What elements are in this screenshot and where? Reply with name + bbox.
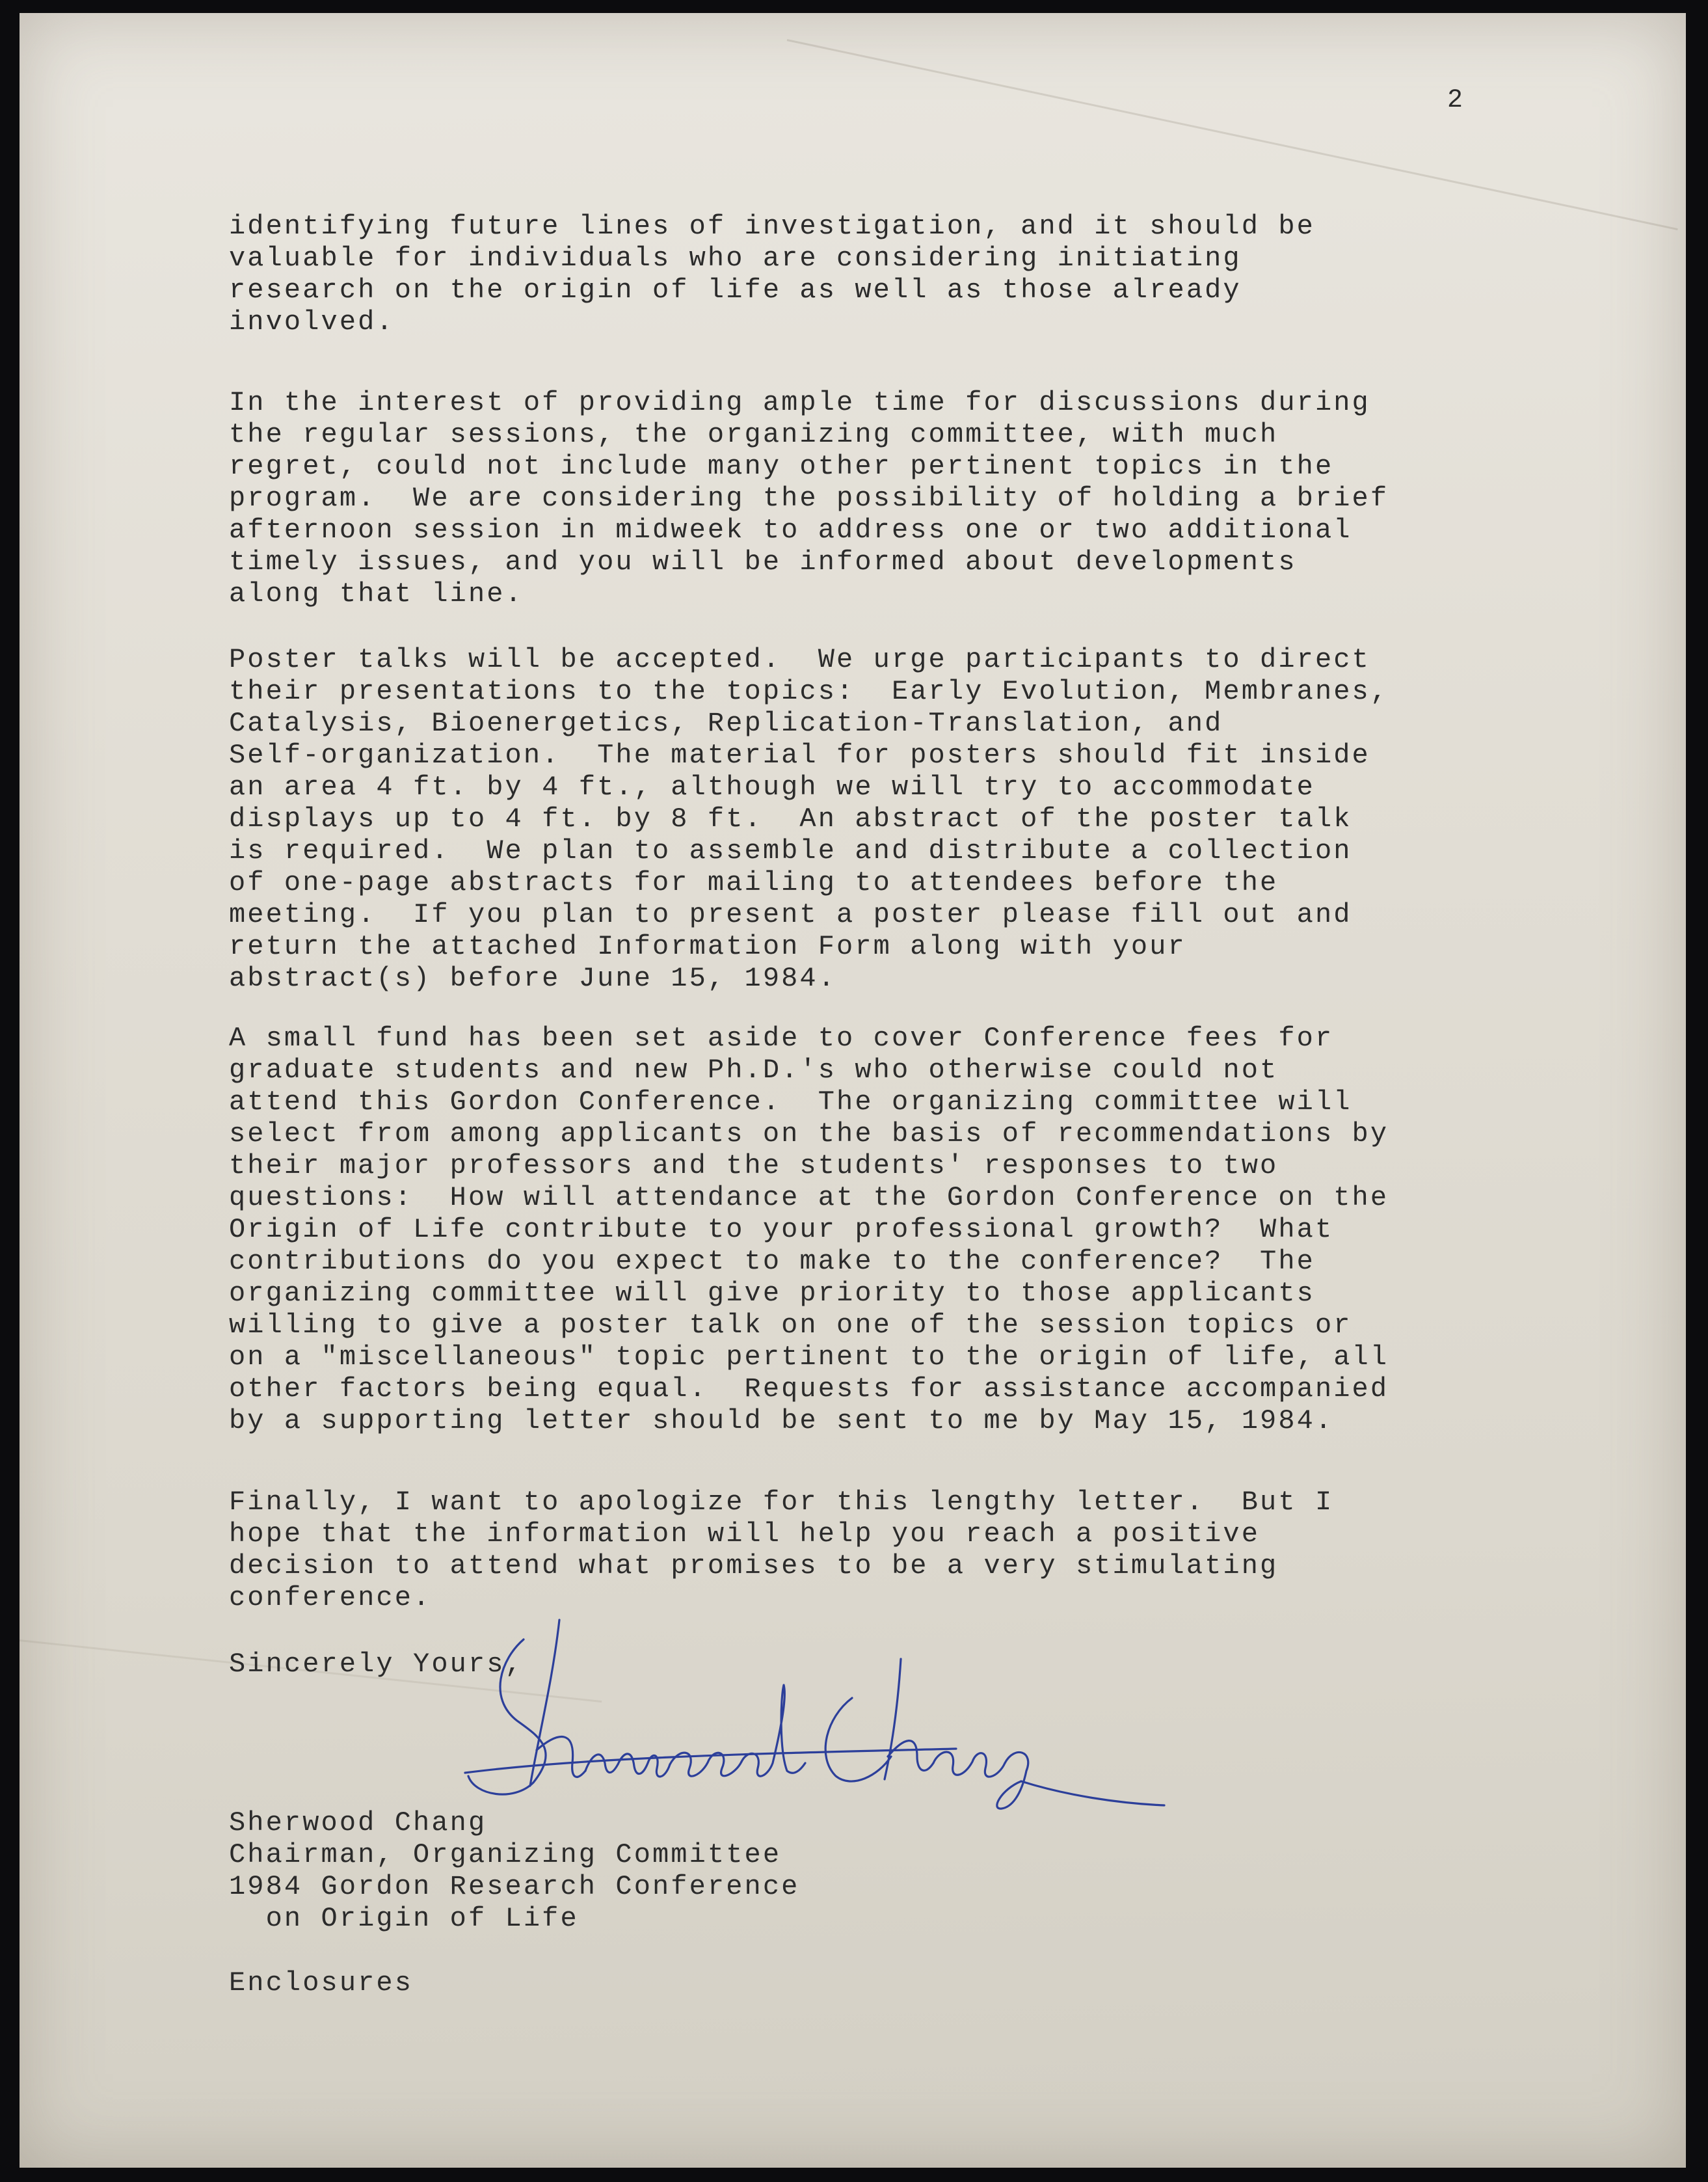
paragraph-1: identifying future lines of investigation, and it should be valuable for individuals who are considering initiating research on the origin of life as well as those already involved. xyxy=(229,211,1315,338)
signer-name: Sherwood Chang xyxy=(229,1807,487,1839)
paragraph-4: A small fund has been set aside to cover Conference fees for graduate students and new Ph.D.'s who otherwise could not attend this Gordon Conference. The organizing committee will select from among applicants on the basis of recommendations by their major professors and the students' responses to two questions: How will attendance at the Gordon Conference on the Origin of Life contribute to your professional growth? What contributions do you expect to make to the conference? The organizing committee will give priority to those applicants willing to give a poster talk on one of the session topics or on a "miscellaneous" topic pertinent to the origin of life, all other factors being equal. Requests for assistance accompanied by a supporting letter should be sent to me by May 15, 1984. xyxy=(229,1023,1389,1436)
paper-crease xyxy=(787,39,1678,230)
paragraph-3: Poster talks will be accepted. We urge participants to direct their presentations to the topics: Early Evolution, Membranes, Catalysis, Bioenergetics, Replication-Translation, and Self-organization. The material for posters should fit inside an area 4 ft. by 4 ft., although we will try to accommodate displays up to 4 ft. by 8 ft. An abstract of the poster talk is required. We plan to assemble and distribute a collection of one-page abstracts for mailing to attendees before the meeting. If you plan to present a poster please fill out and return the attached Information Form along with your abstract(s) before June 15, 1984. xyxy=(229,644,1389,994)
signer-title-line-3: on Origin of Life xyxy=(229,1903,579,1934)
signer-title-line-2: 1984 Gordon Research Conference xyxy=(229,1871,800,1902)
enclosures-note: Enclosures xyxy=(229,1967,414,1999)
page-number: 2 xyxy=(1447,86,1463,115)
letter-page xyxy=(20,13,1686,2168)
paragraph-5: Finally, I want to apologize for this lengthy letter. But I hope that the information will help you reach a positive decision to attend what promises to be a very stimulating conference. xyxy=(229,1487,1334,1613)
signer-title-line-1: Chairman, Organizing Committee xyxy=(229,1839,782,1870)
signature xyxy=(462,1600,1190,1815)
paragraph-2: In the interest of providing ample time for discussions during the regular sessions, the organizing committee, with much regret, could not include many other pertinent topics in the program. We are considering the possibility of holding a brief afternoon session in midweek to address one or two additional timely issues, and you will be informed about developments along that line. xyxy=(229,387,1389,610)
closing: Sincerely Yours, xyxy=(229,1649,524,1680)
